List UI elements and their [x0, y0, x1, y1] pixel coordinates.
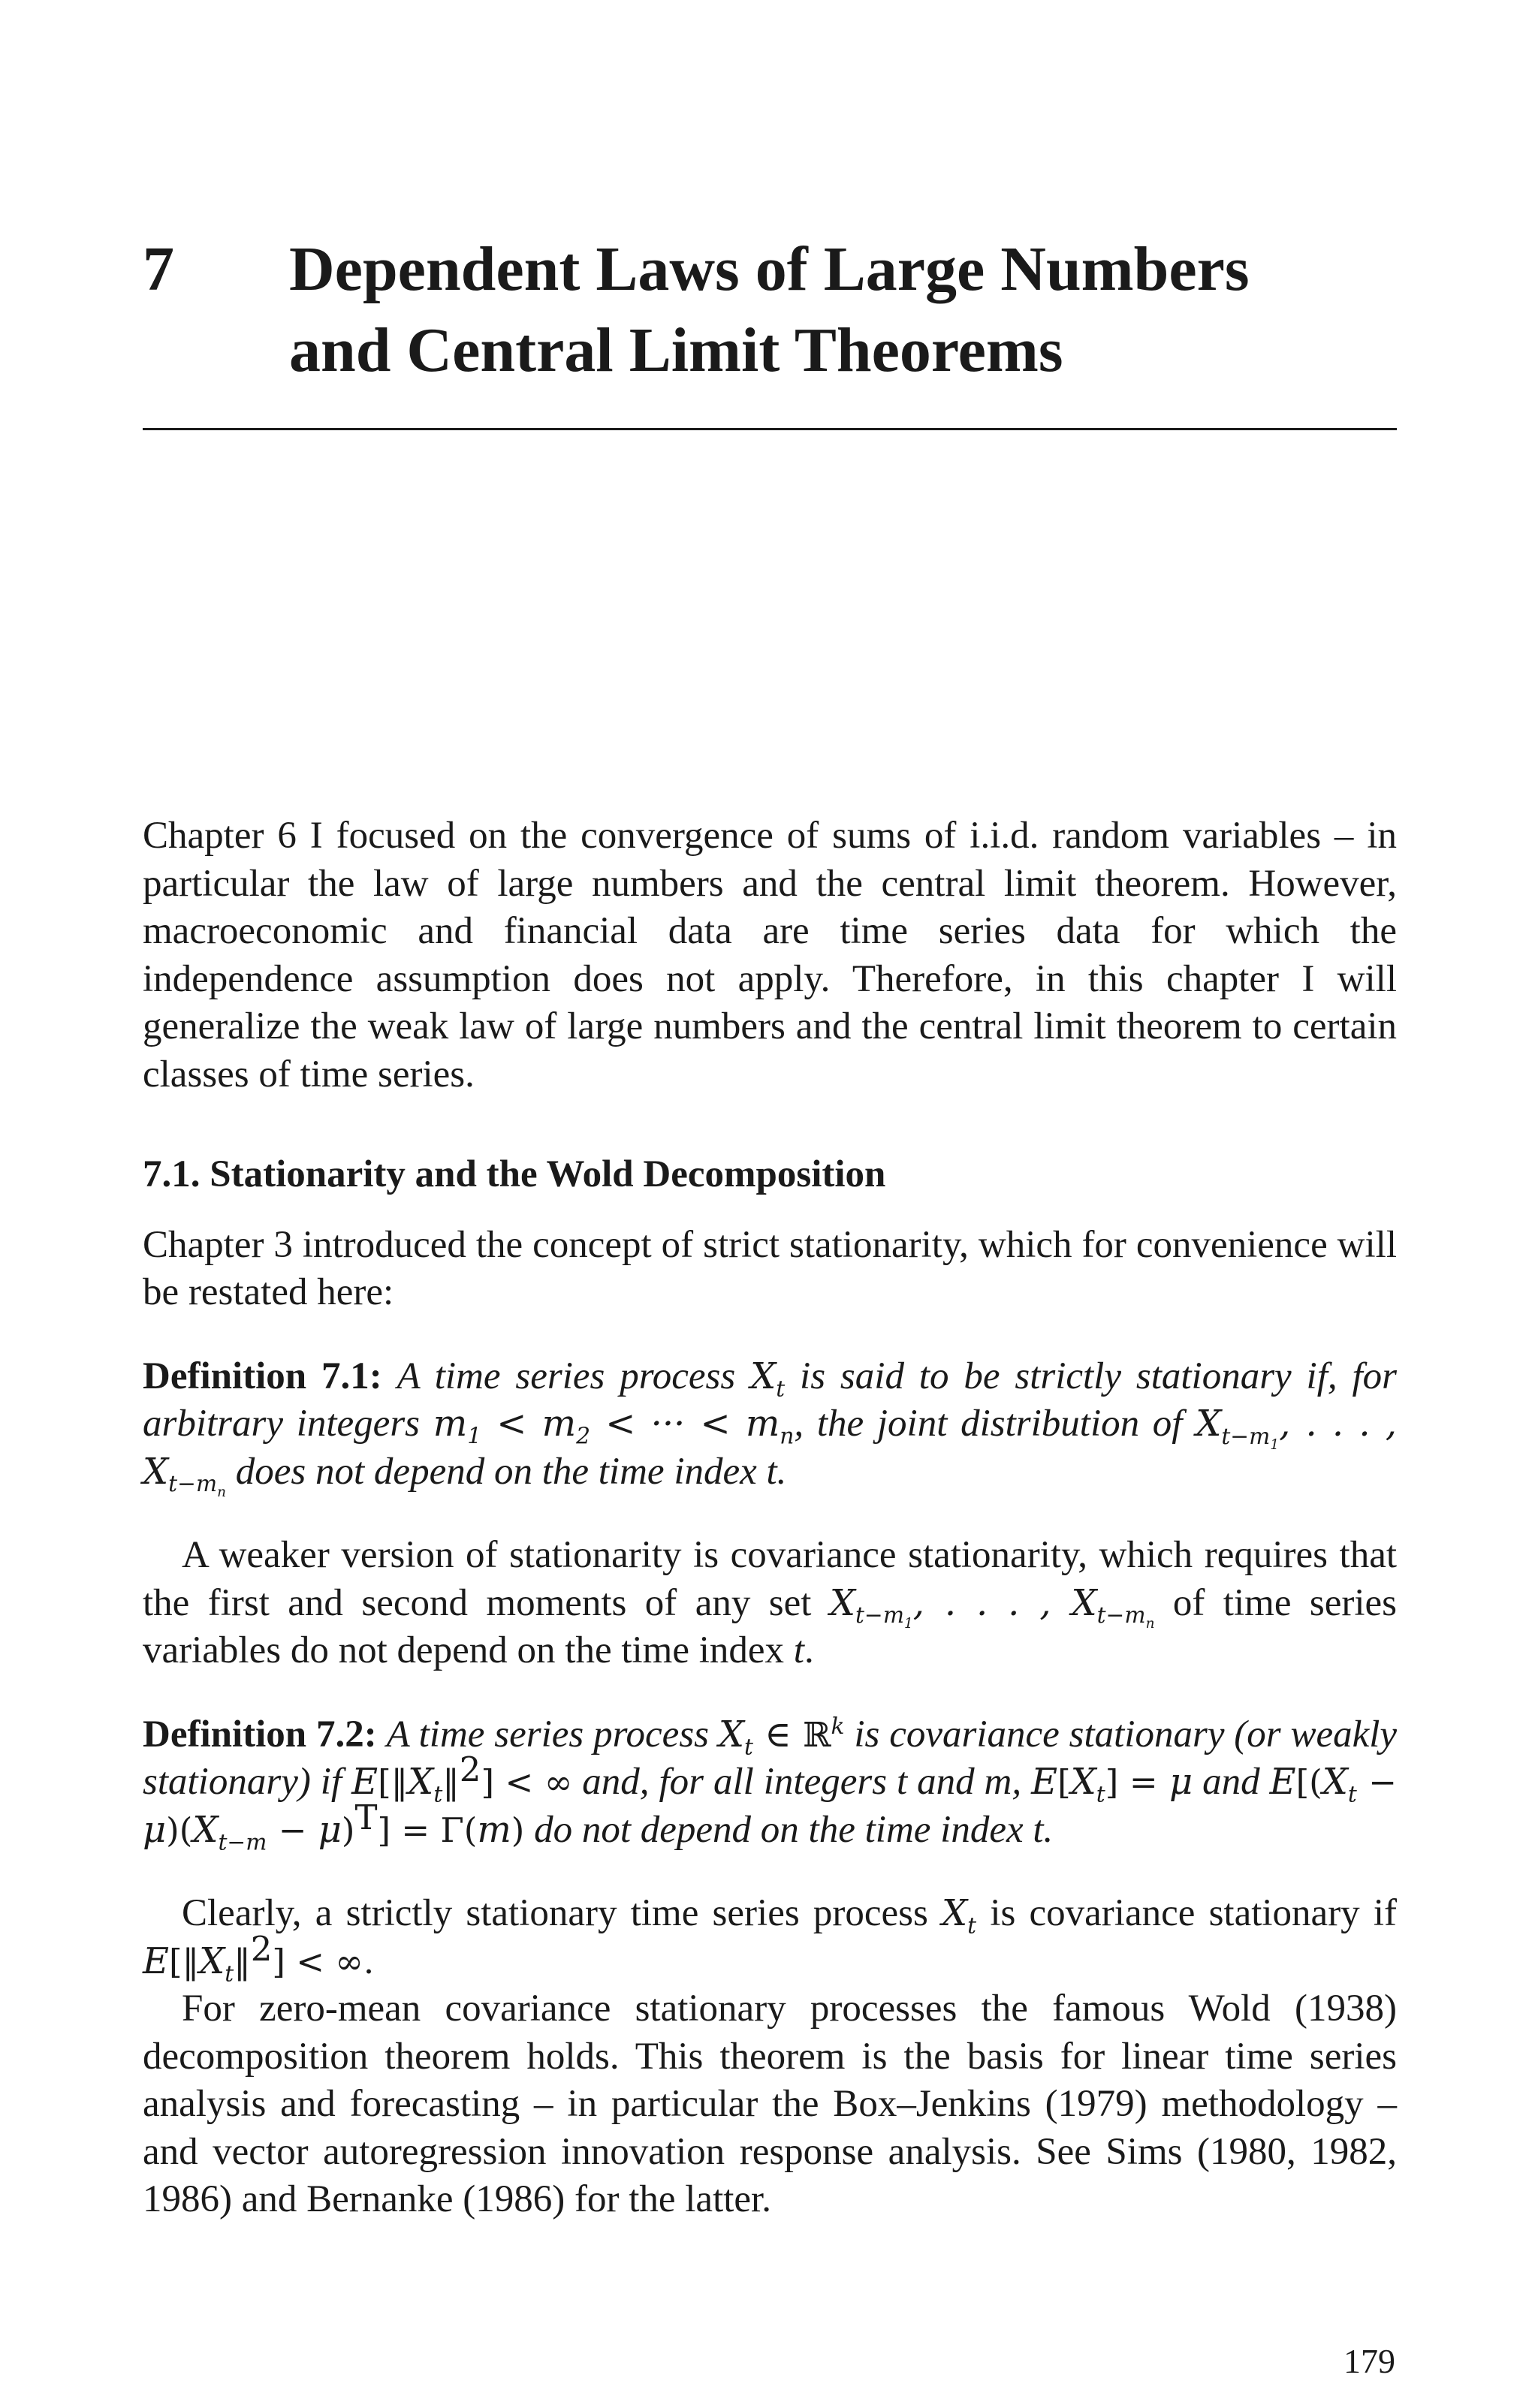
- section-heading: 7.1. Stationarity and the Wold Decomposition: [143, 1153, 886, 1195]
- definition-7-1: [143, 1353, 1398, 1501]
- para2-text-2: of time series variables do not depend on the time index: [143, 1581, 1397, 1671]
- chapter-number: 7: [143, 234, 174, 304]
- math-xt: $X_t$: [750, 1355, 786, 1403]
- math-xt-in-rk: $X_t$ ∈ ℝ$^k$: [718, 1713, 845, 1761]
- def1-text-4: does not depend on the time index t.: [235, 1450, 787, 1493]
- definition-label: Definition 7.1:: [143, 1355, 382, 1397]
- para2-text-3: t: [793, 1629, 804, 1671]
- para3-text-2: is covariance stationary if: [990, 1892, 1398, 1934]
- def2-text-5: do not depend on the time index t.: [534, 1808, 1054, 1851]
- math-finite-second-moment: $E[‖X_t‖^2]$ < ∞.: [143, 1928, 375, 1988]
- body-text: [143, 812, 1397, 2224]
- math-autocovariance: $E[(X_t - \mu)(X_{t-m} - \mu)^T] = \Gamma(m)$: [143, 1762, 1398, 1856]
- stationarity-paragraph: [143, 1532, 1397, 1675]
- math-mean: $E[X_t] = \mu$: [1031, 1762, 1193, 1808]
- para2-text-1: A weaker version of stationarity is covariance stationarity, which requires that the first and second moments of any set: [143, 1534, 1397, 1624]
- chapter-title-line-2: and Central Limit Theorems: [289, 315, 1063, 385]
- chapter-rule: [143, 428, 1397, 430]
- page-number: 179: [1343, 2342, 1395, 2380]
- def1-text-2: is said to be strictly stationary if, for arbitrary integers: [143, 1355, 1398, 1445]
- wold-paragraph: For zero-mean covariance stationary processes the famous Wold (1938) decomposition theorem holds. This theorem is the basis for linear time series analysis and forecasting – in particular the Box–Jenkins (1979) methodology – and vector autoregression innovation response analysis. See Sims (1980, 1982, 1986) and Bernanke (1986) for the latter.: [143, 1988, 1397, 2220]
- def1-text-3: , the joint distribution of: [794, 1403, 1183, 1445]
- def2-text-4: and: [1202, 1761, 1260, 1803]
- section-paragraph: Chapter 3 introduced the concept of strict stationarity, which for convenience will be restated here:: [143, 1223, 1397, 1313]
- math-lagged-set: $X_{t-m_1}$, . . . , $X_{t-m_n}$: [829, 1582, 1155, 1632]
- def2-text-3: and, for all integers t and m,: [582, 1761, 1022, 1803]
- definition-7-2: [143, 1711, 1397, 1855]
- math-finite-second-moment: $E[‖X_t‖^2]$ < ∞: [351, 1749, 573, 1808]
- definition-label: Definition 7.2:: [143, 1713, 377, 1756]
- def1-text-1: A time series process: [397, 1355, 736, 1397]
- math-xt: $X_t$: [942, 1893, 977, 1939]
- def2-text-1: A time series process: [386, 1713, 710, 1756]
- para3-text-1: Clearly, a strictly stationary time series process: [182, 1892, 928, 1934]
- def2-text-2: is covariance stationary (or weakly stationary) if: [143, 1713, 1398, 1803]
- chapter-title: [289, 229, 1378, 391]
- intro-paragraph: Chapter 6 I focused on the convergence of sums of i.i.d. random variables – in particular the law of large numbers and the central limit theorem. However, macroeconomic and financial data are time series data for which the independence assumption does not apply. Therefore, in this chapter I will generalize the weak law of large numbers and the central limit theorem to certain classes of time series.: [143, 815, 1397, 1096]
- chapter-title-line-1: Dependent Laws of Large Numbers: [289, 234, 1250, 304]
- math-lagged-set: $X_{t-m_1}$, . . . , $X_{t-m_n}$: [143, 1403, 1397, 1501]
- clearly-paragraph: [143, 1890, 1398, 1988]
- para2-text-4: .: [804, 1629, 814, 1671]
- math-integer-order: $m_1 < m_2$ < ··· < $m_n$: [433, 1403, 795, 1450]
